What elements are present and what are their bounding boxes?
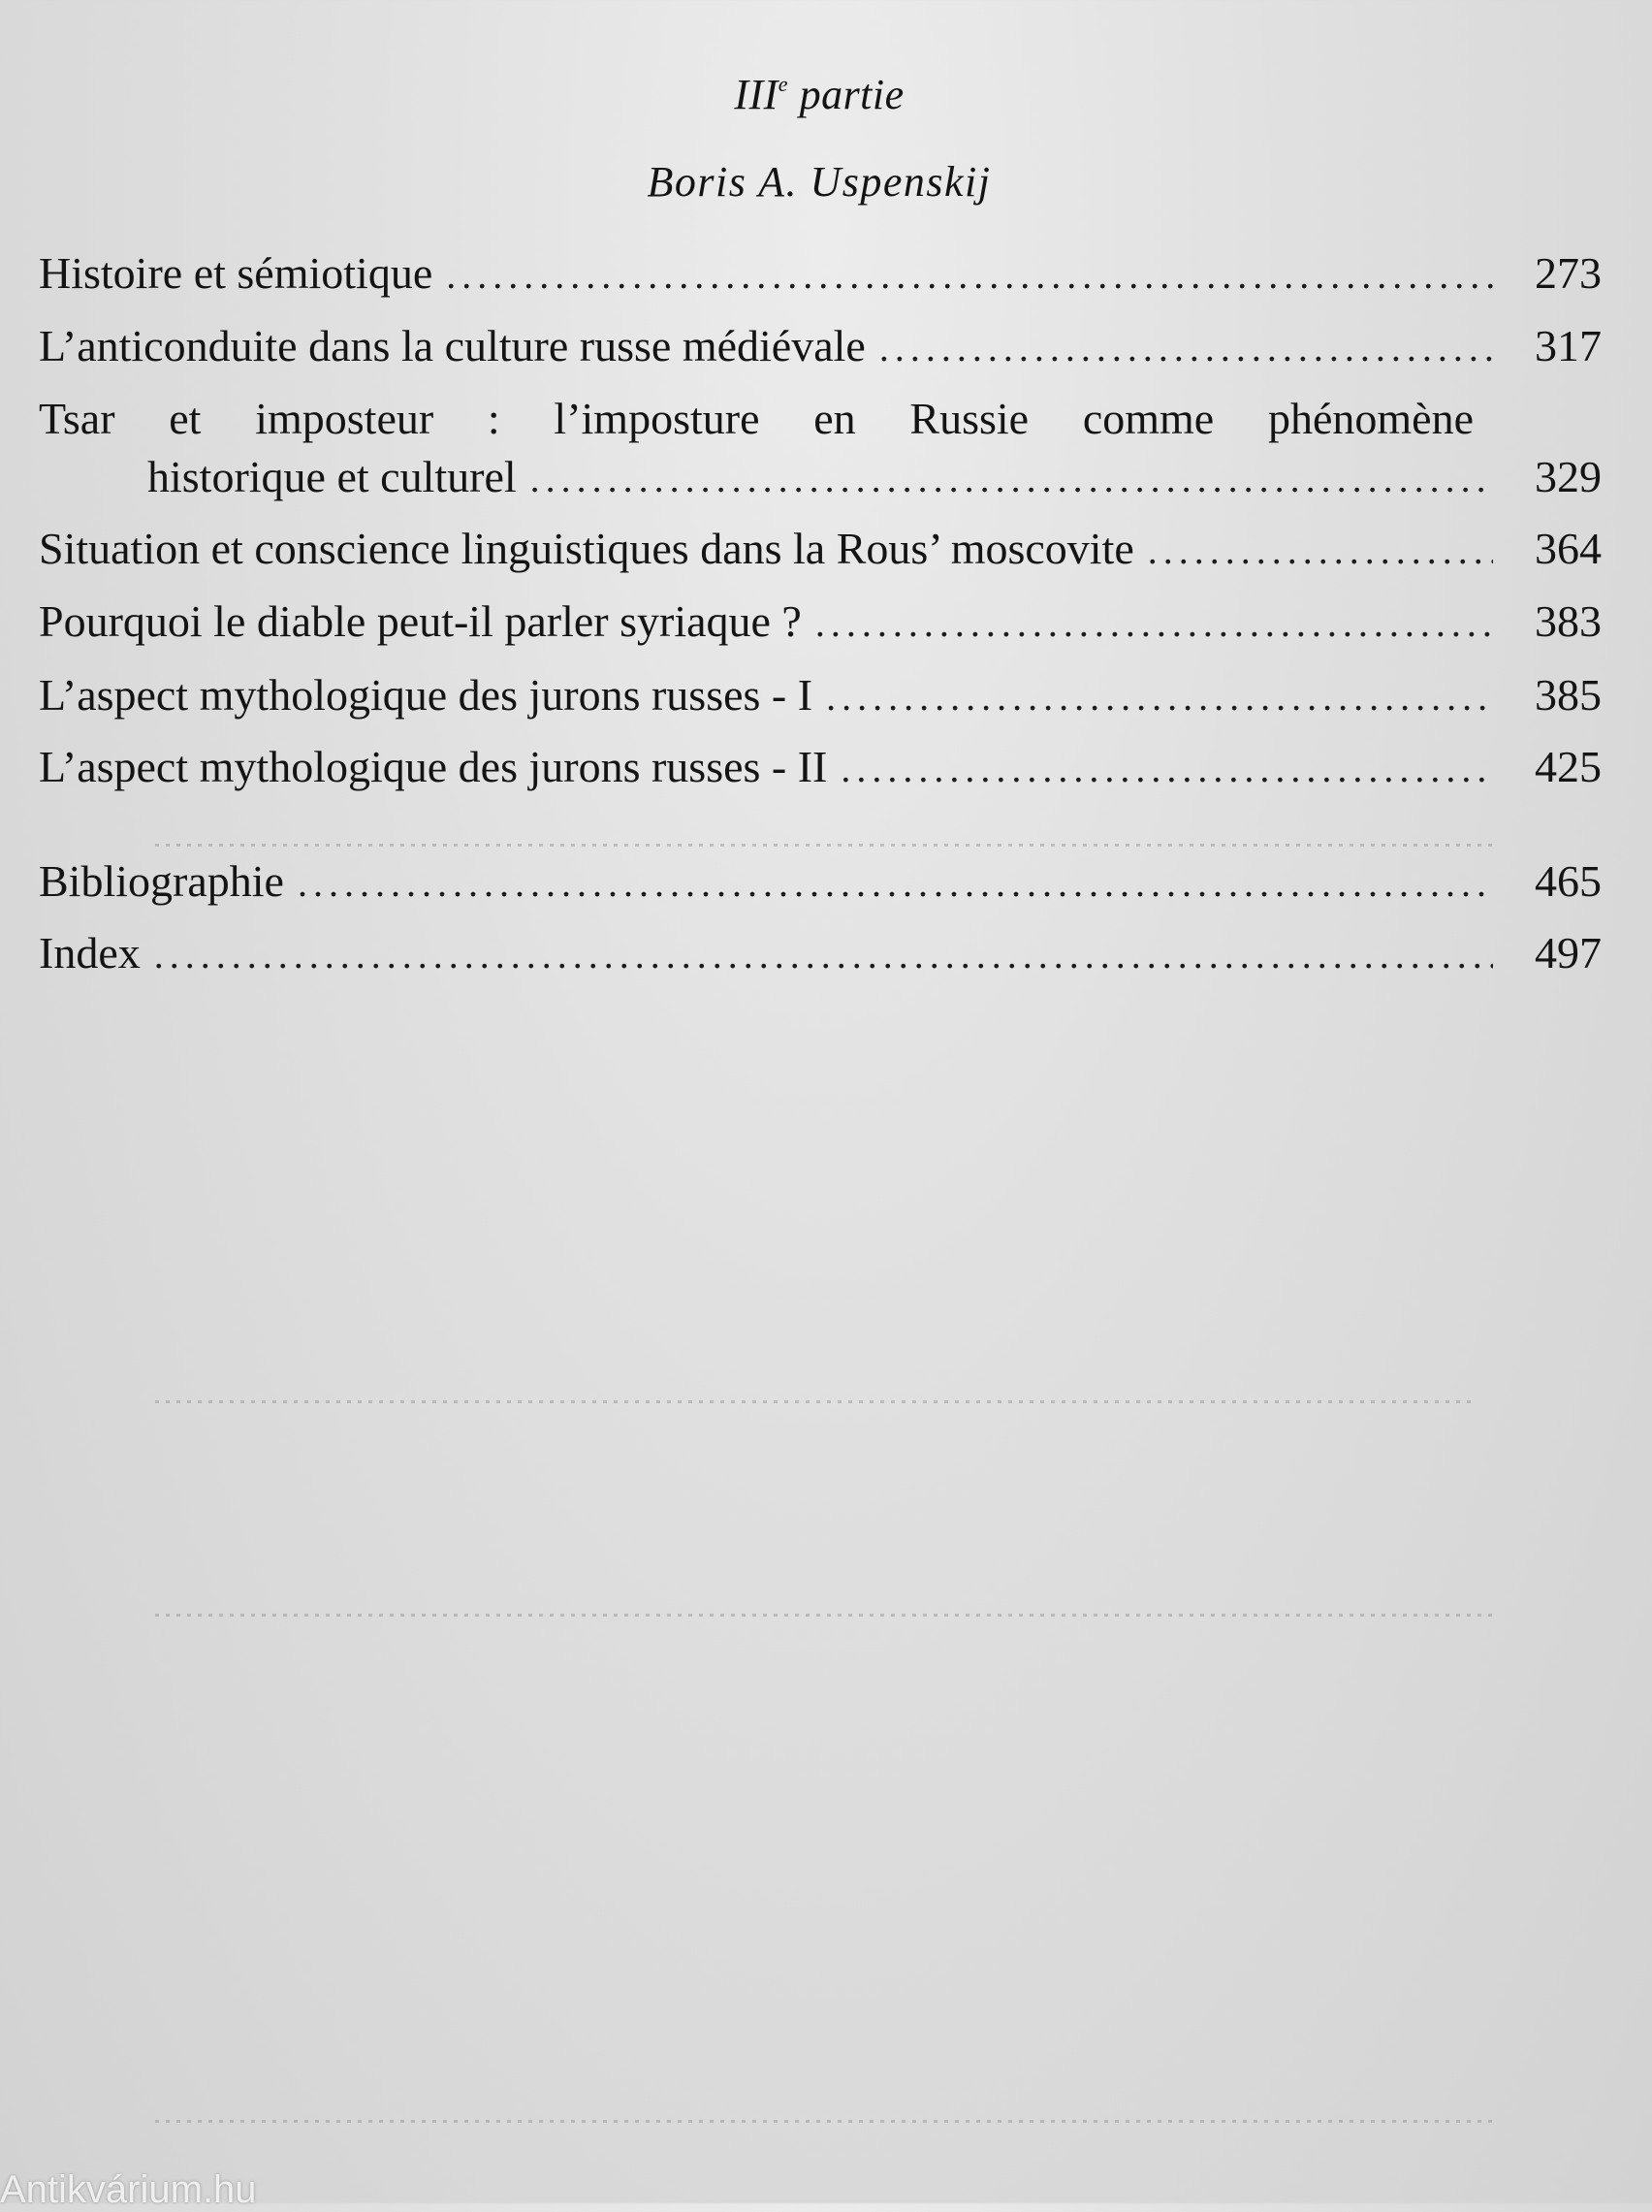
toc-entry-page: 273 [1535,248,1602,298]
toc-entry-title: Index [39,928,141,978]
toc-entry [39,392,1602,506]
toc-entry-page: 497 [1535,928,1602,978]
part-word: partie [799,71,905,118]
toc-entry-title: Situation et conscience linguistiques dans la Rous’ moscovite [39,524,1134,573]
dot-leader [815,596,1493,651]
toc-entry-page: 329 [1535,452,1602,501]
toc-entry-title: L’anticonduite dans la culture russe médiévale [39,321,866,370]
toc-entry [39,926,1602,982]
author-heading: Boris A. Uspenskij [647,158,992,206]
toc-entry [39,246,1602,303]
dot-leader [879,321,1493,375]
dot-leader [154,928,1493,982]
toc-entry [39,854,1602,911]
toc-entry-page: 364 [1535,524,1602,573]
toc-entry [39,740,1602,796]
toc-entry-page: 317 [1535,321,1602,370]
toc-entry-page: 465 [1535,856,1602,906]
dot-leader [298,856,1493,911]
toc-entry-title: Bibliographie [39,856,284,906]
dot-leader [446,248,1493,303]
part-heading [0,70,1638,119]
toc-entry [39,319,1602,375]
part-numeral: III [734,71,778,118]
bleed-through-dots [155,2120,1493,2123]
toc-entry-title: L’aspect mythologique des jurons russes - II [39,742,828,791]
dot-leader [1148,524,1493,578]
dot-leader [530,452,1493,506]
toc-entry [39,594,1602,651]
bleed-through-text [717,1144,727,1190]
toc-entry-title-line2: historique et culturel [147,452,517,501]
toc-entry-title: Histoire et sémiotique [39,248,433,298]
bleed-through-dots [155,844,1493,847]
watermark: Antikvárium.hu [0,2168,257,2211]
toc-entry [39,522,1602,578]
part-superscript: e [778,72,789,96]
toc-entry-title: L’aspect mythologique des jurons russes - I [39,670,813,720]
toc-entry [39,668,1602,724]
toc-entry-page: 383 [1535,596,1602,646]
dot-leader [841,742,1493,796]
bleed-through-dots [155,1614,1493,1617]
toc-entry-page: 425 [1535,742,1602,791]
toc-entry-title-line1: Tsar et imposteur : l’imposture en Russie comme phénomène [39,394,1474,443]
toc-entry-title: Pourquoi le diable peut-il parler syriaque ? [39,596,802,646]
dot-leader [826,670,1493,724]
bleed-through-dots [155,1400,1474,1403]
toc-entry-page: 385 [1535,670,1602,720]
